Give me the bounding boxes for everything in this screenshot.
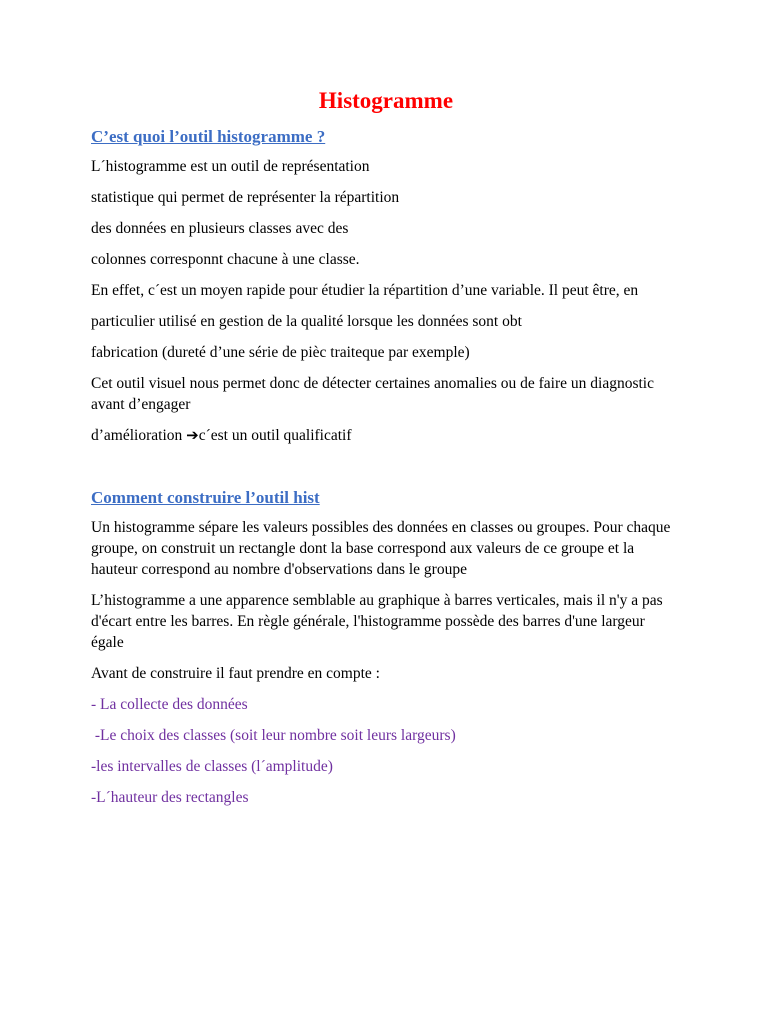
document-title: Histogramme (318, 88, 454, 113)
spacer (91, 456, 681, 487)
list-item: -les intervalles de classes (l´amplitude) (91, 758, 333, 775)
paragraph: fabrication (dureté d’une série de pièc traiteque par exemple) (91, 344, 470, 361)
section-heading-how-to-build: Comment construire l’outil hist (91, 488, 320, 507)
paragraph: Cet outil visuel nous permet donc de détecter certaines anomalies ou de faire un diagnostic avant d’engager (91, 375, 654, 413)
paragraph: L´histogramme est un outil de représentation (91, 158, 370, 175)
paragraph: des données en plusieurs classes avec des (91, 220, 349, 237)
conclusion-prefix: d’amélioration (91, 427, 187, 444)
paragraph: En effet, c´est un moyen rapide pour étudier la répartition d’une variable. Il peut être, en (91, 282, 639, 299)
right-arrow-icon: ➔ (186, 426, 199, 444)
paragraph: colonnes corresponnt chacune à une classe. (91, 251, 360, 268)
paragraph: L’histogramme a une apparence semblable au graphique à barres verticales, mais il n'y a pas d'écart entre les barres. En règle générale, l'histogramme possède des barres d'une largeur égale (91, 592, 663, 651)
conclusion-suffix: c´est un outil qualificatif (198, 427, 352, 444)
paragraph: particulier utilisé en gestion de la qualité lorsque les données sont obt (91, 313, 522, 330)
list-item: -Le choix des classes (soit leur nombre soit leurs largeurs) (91, 727, 456, 744)
document-page (91, 86, 681, 818)
list-item: -L´hauteur des rectangles (91, 789, 249, 806)
paragraph: statistique qui permet de représenter la répartition (91, 189, 400, 206)
section-heading-what-is: C’est quoi l’outil histogramme ? (91, 127, 326, 146)
paragraph-conclusion (91, 425, 681, 446)
paragraph: Un histogramme sépare les valeurs possibles des données en classes ou groupes. Pour chaque groupe, on construit un rectangle dont la base correspond aux valeurs de ce groupe et la hauteur correspond au nombre d'observations dans le groupe (91, 519, 671, 578)
paragraph: Avant de construire il faut prendre en compte : (91, 665, 380, 682)
list-item: - La collecte des données (91, 696, 248, 713)
